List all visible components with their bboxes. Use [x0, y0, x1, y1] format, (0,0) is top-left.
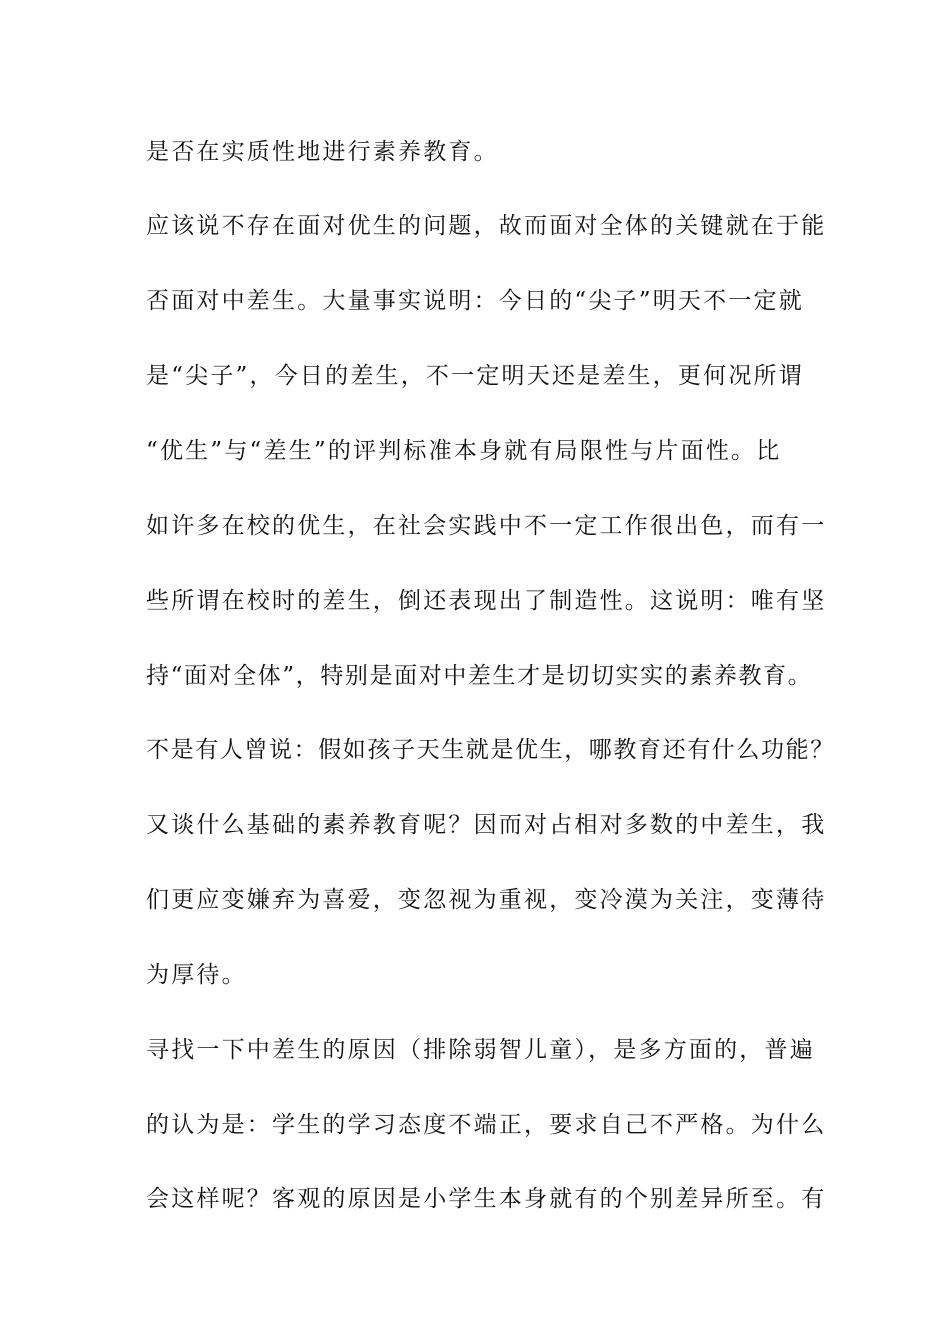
text-line-6: 如许多在校的优生，在社会实践中不一定工作很出色，而有一: [146, 513, 827, 539]
text-line-12: 为厚待。: [146, 962, 247, 988]
text-line-9: 不是有人曾说：假如孩子天生就是优生，哪教育还有什么功能？: [146, 737, 835, 763]
text-line-14: 的认为是：学生的学习态度不端正，要求自己不严格。为什么: [146, 1112, 827, 1138]
text-line-8: 持“面对全体”，特别是面对中差生才是切切实实的素养教育。: [146, 663, 813, 689]
text-line-5: “优生”与“差生”的评判标准本身就有局限性与片面性。比: [146, 438, 782, 464]
text-line-4: 是“尖子”，今日的差生，不一定明天还是差生，更何况所谓: [146, 363, 804, 389]
text-line-1: 是否在实质性地进行素养教育。: [146, 139, 499, 165]
text-line-7: 些所谓在校时的差生，倒还表现出了制造性。这说明：唯有坚: [146, 588, 827, 614]
text-line-3: 否面对中差生。大量事实说明：今日的“尖子”明天不一定就: [146, 288, 804, 314]
text-line-10: 又谈什么基础的素养教育呢？因而对占相对多数的中差生，我: [146, 812, 827, 838]
text-line-2: 应该说不存在面对优生的问题，故而面对全体的关键就在于能: [146, 213, 827, 239]
text-line-13: 寻找一下中差生的原因（排除弱智儿童），是多方面的，普遍: [146, 1037, 815, 1063]
text-line-15: 会这样呢？客观的原因是小学生本身就有的个别差异所至。有: [146, 1186, 827, 1212]
text-line-11: 们更应变嫌弃为喜爱，变忽视为重视，变冷漠为关注，变薄待: [146, 887, 827, 913]
